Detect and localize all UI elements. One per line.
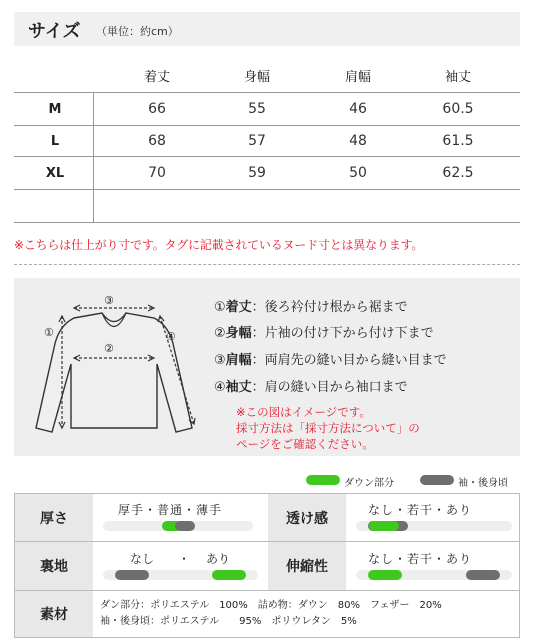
table-rule (14, 189, 520, 190)
spec-label-stretch: 伸縮性 (268, 542, 346, 590)
table-cell: 60.5 (442, 101, 474, 117)
legend-body-swatch (420, 475, 454, 485)
measure-label: 着丈 (225, 300, 252, 315)
marker-length: ① (44, 326, 54, 339)
measure-desc: ：両肩先の縫い目から縫い目まで (251, 353, 447, 368)
lining-option-yes: あり (206, 552, 231, 566)
material-line-down: ダン部分：ポリエステル 100% 詰め物：ダウン 80% フェザー 20% (100, 600, 442, 611)
spec-label-lining: 裏地 (15, 542, 93, 590)
lining-option-none: なし (130, 552, 155, 566)
measure-desc: ：後ろ衿付け根から裾まで (251, 300, 408, 315)
table-cell: 61.5 (442, 133, 474, 149)
row-label-xl: XL (45, 166, 65, 181)
table-cell: 68 (148, 133, 166, 149)
measure-num: ② (214, 326, 226, 341)
marker-shoulder: ③ (104, 294, 114, 307)
legend-body-label: 袖・後身頃 (458, 478, 508, 489)
finished-size-note: ※こちらは仕上がり寸です。タグに記載されているヌード寸とは異なります。 (14, 238, 424, 252)
table-cell: 55 (248, 101, 266, 117)
table-cell: 66 (148, 101, 166, 117)
measure-desc: ：肩の縫い目から袖口まで (251, 380, 408, 395)
marker-sleeve: ④ (166, 330, 176, 343)
measure-label: 身幅 (225, 326, 252, 341)
spec-label-thickness: 厚さ (15, 494, 93, 541)
table-rule (14, 92, 520, 93)
diagram-note-line: ※この図はイメージです。 (236, 405, 371, 419)
table-cell: 59 (248, 165, 266, 181)
section-divider (14, 264, 520, 265)
measure-length (214, 296, 408, 315)
table-rule (14, 156, 520, 157)
size-title: サイズ (28, 21, 81, 42)
thickness-options: 厚手・普通・薄手 (118, 503, 223, 517)
col-header-sleeve: 袖丈 (444, 70, 471, 85)
lining-option-separator: ・ (178, 552, 191, 566)
legend-down-label: ダウン部分 (344, 478, 394, 489)
diagram-note-line: 採寸方法は「採寸方法について」の (236, 421, 420, 435)
col-header-shoulder: 肩幅 (344, 70, 371, 85)
col-header-width: 身幅 (243, 70, 270, 85)
stretch-options: なし・若干・あり (368, 552, 473, 566)
table-column-rule (93, 92, 94, 222)
row-label-l: L (50, 134, 60, 149)
material-line-body: 袖・後身頃：ポリエステル 95% ポリウレタン 5% (100, 616, 357, 627)
measure-label: 袖丈 (225, 380, 252, 395)
measure-desc: ：片袖の付け下から付け下まで (251, 326, 434, 341)
lining-body-marker (115, 570, 149, 580)
diagram-note-line: ページをご確認ください。 (236, 437, 374, 451)
stretch-track (356, 570, 512, 580)
lining-down-marker (212, 570, 246, 580)
row-label-m: M (48, 102, 62, 117)
measure-num: ① (214, 300, 226, 315)
size-header-band (14, 12, 520, 46)
measure-shoulder (214, 349, 447, 368)
marker-width: ② (104, 342, 114, 355)
measure-sleeve (214, 376, 408, 395)
table-rule (14, 222, 520, 223)
spec-label-material: 素材 (15, 591, 93, 637)
measure-width (214, 322, 434, 341)
sheer-down-marker (369, 521, 399, 531)
size-unit: （単位：約cm） (96, 25, 179, 38)
stretch-body-marker (466, 570, 500, 580)
sheer-options: なし・若干・あり (368, 503, 473, 517)
measure-num: ③ (214, 353, 226, 368)
lining-track (103, 570, 258, 580)
table-cell: 50 (349, 165, 367, 181)
table-rule (14, 125, 520, 126)
sheer-track (356, 521, 512, 531)
table-cell: 46 (349, 101, 367, 117)
table-cell: 62.5 (442, 165, 474, 181)
thickness-track (103, 521, 253, 531)
measure-label: 肩幅 (225, 353, 252, 368)
diagram-note (236, 404, 420, 452)
col-header-length: 着丈 (143, 70, 170, 85)
table-cell: 57 (248, 133, 266, 149)
spec-label-sheer: 透け感 (268, 494, 346, 541)
stretch-down-marker (368, 570, 402, 580)
thickness-body-marker (175, 521, 195, 531)
table-cell: 48 (349, 133, 367, 149)
table-cell: 70 (148, 165, 166, 181)
measure-num: ④ (214, 380, 226, 395)
legend-down-swatch (306, 475, 340, 485)
sweater-illustration (14, 278, 214, 456)
